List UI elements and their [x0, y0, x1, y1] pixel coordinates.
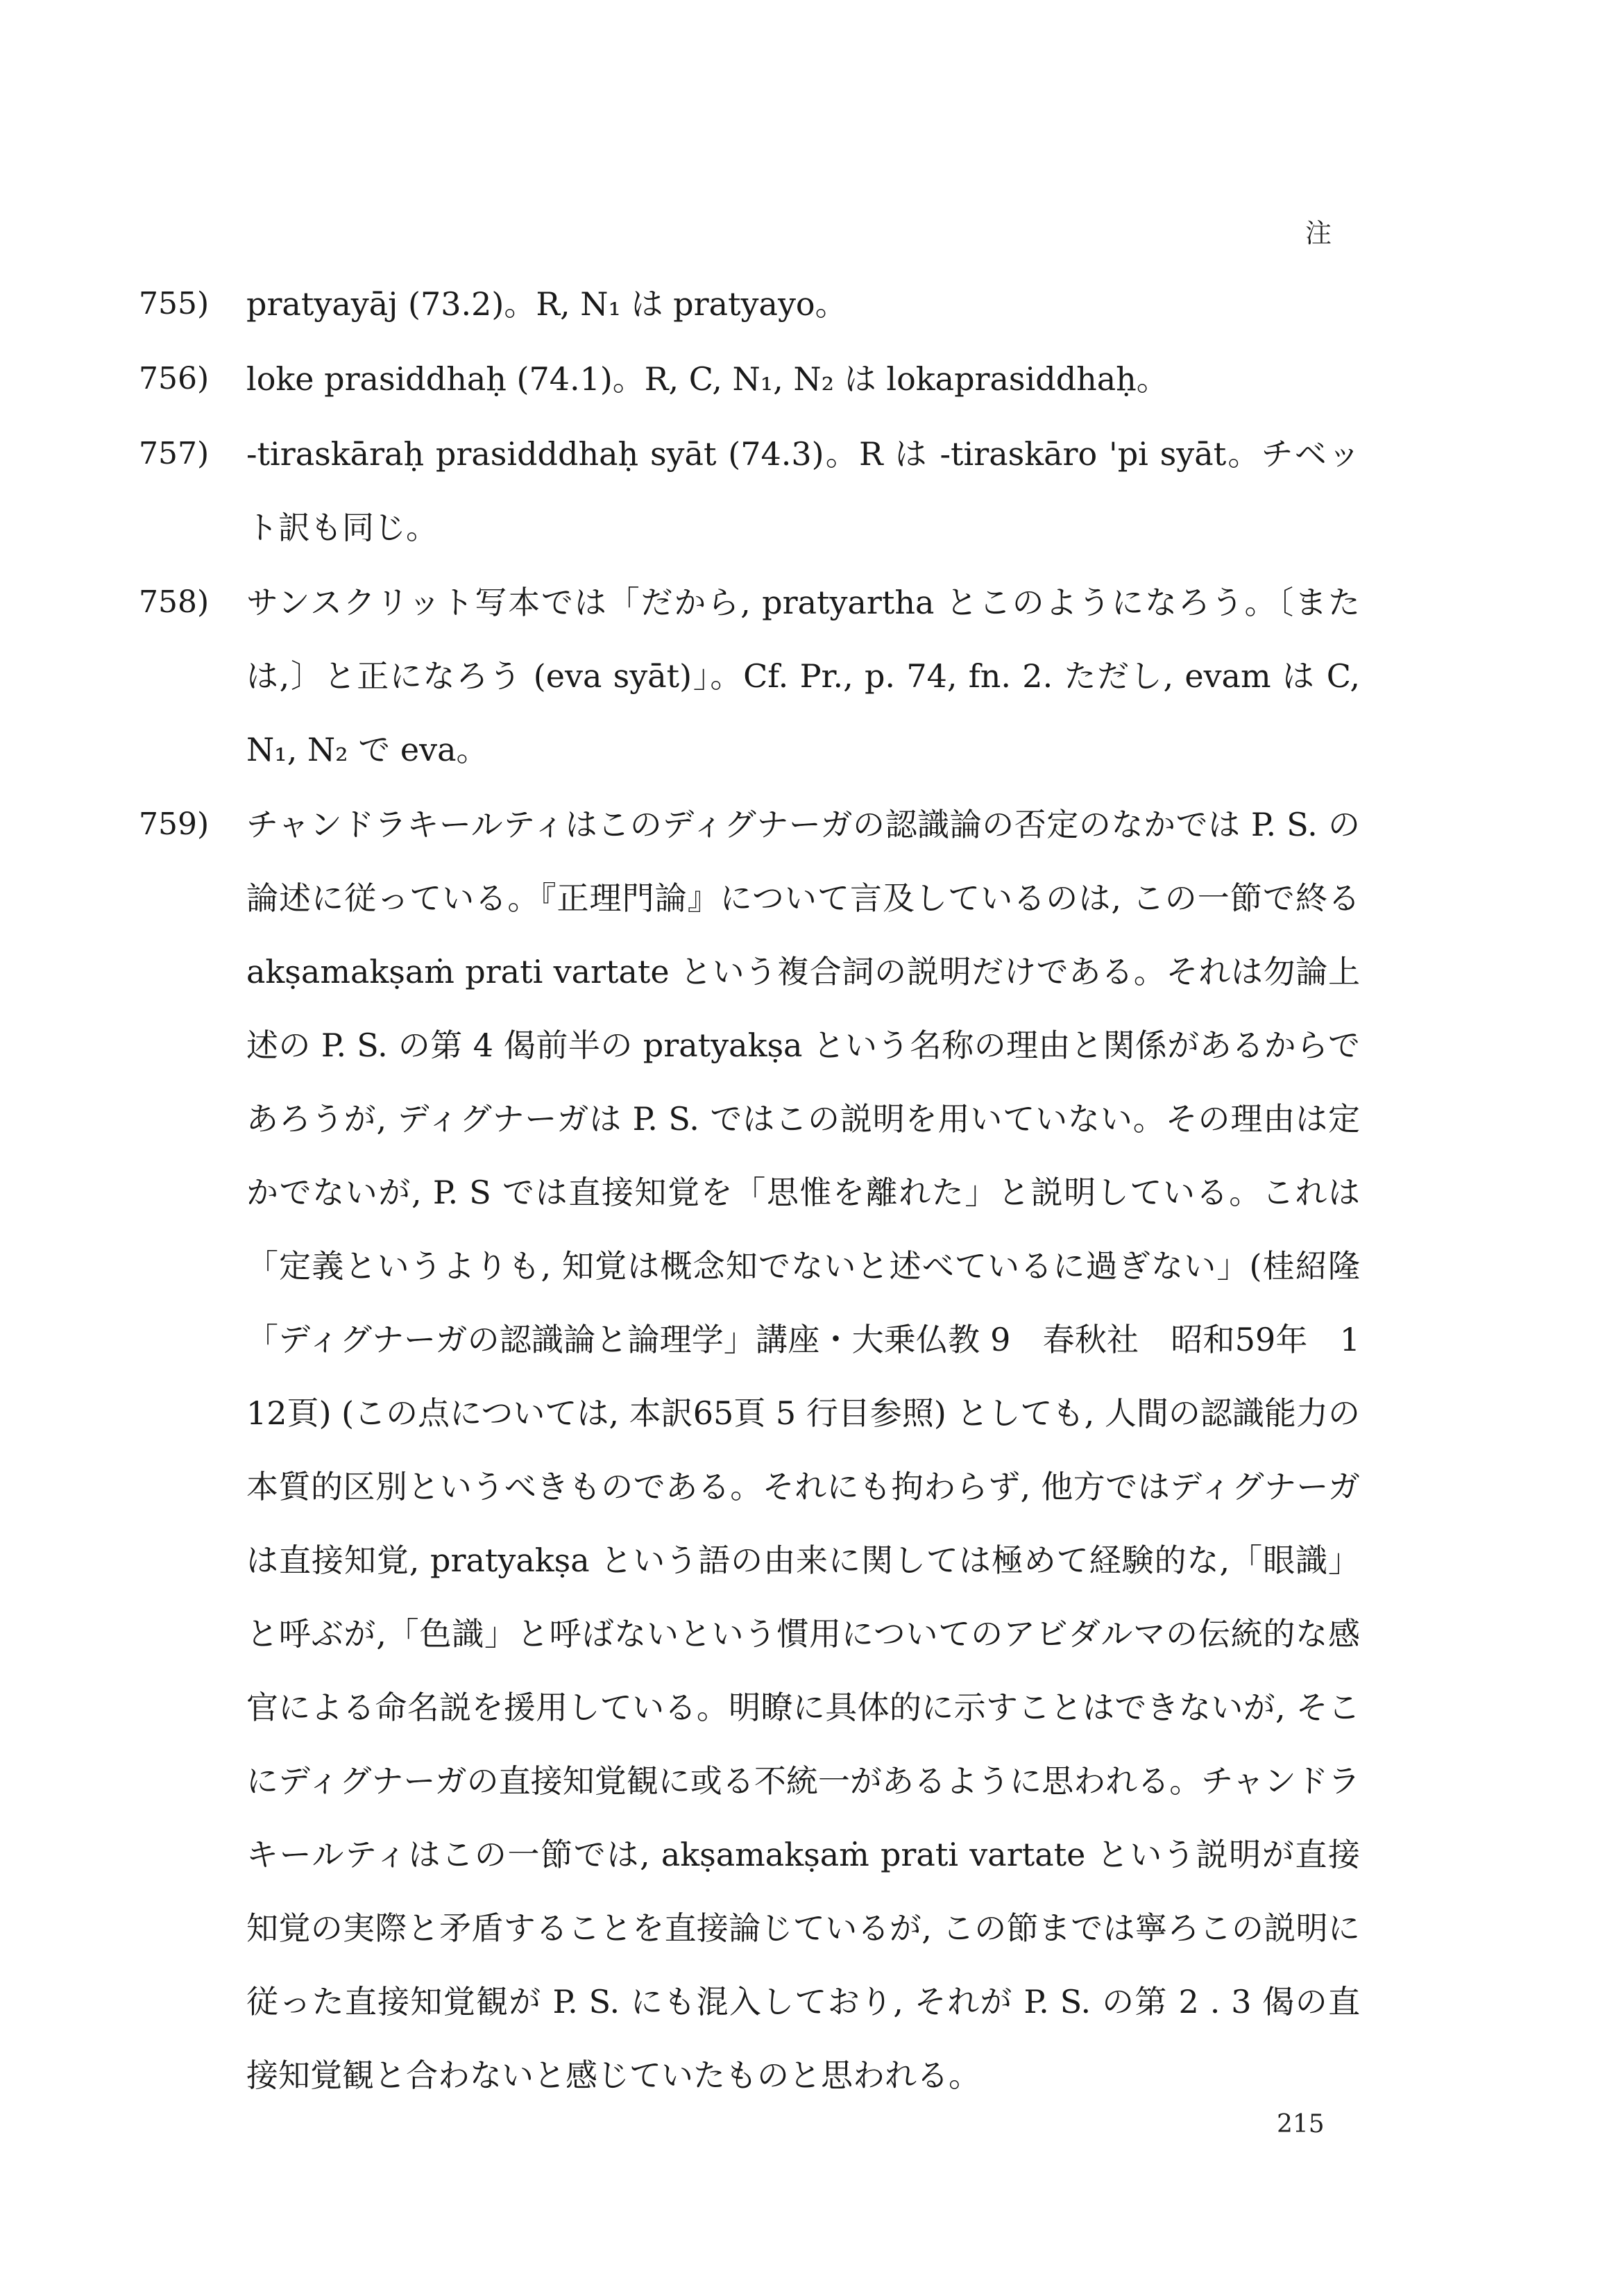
notes-list — [139, 267, 1360, 2113]
note-number: 759) — [139, 807, 210, 842]
note-757 — [139, 417, 1360, 564]
note-text: pratyayāj (73.2)。R, N₁ は pratyayo。 — [246, 285, 847, 323]
page-number: 215 — [1277, 2110, 1325, 2138]
note-text: loke prasiddhaḥ (74.1)。R, C, N₁, N₂ は lokaprasiddhaḥ。 — [246, 360, 1169, 398]
note-758 — [139, 566, 1360, 786]
note-755 — [139, 267, 1360, 341]
note-number: 757) — [139, 436, 210, 471]
note-number: 758) — [139, 584, 210, 620]
note-number: 756) — [139, 361, 210, 396]
note-text: -tiraskāraḥ prasidddhaḥ syāt (74.3)。R は -tiraskāro 'pi syāt。チベット訳も同じ。 — [246, 435, 1360, 546]
note-759 — [139, 788, 1360, 2112]
section-header-mark: 注 — [1305, 218, 1332, 248]
note-text: チャンドラキールティはこのディグナーガの認識論の否定のなかでは P. S. の論述に従っている。『正理門論』について言及しているのは, この一節で終る akṣamakṣaṁ prati vartate という複合詞の説明だけである。それは勿論上述の P. S. の第 4 偈前半の pratyakṣa という名称の理由と関係があるからであろうが, ディグナーガは P. S. ではこの説明を用いていない。その理由は定かでないが, P. S では直接知覚を「思惟を離れた」と説明している。これは「定義というよりも, 知覚は概念知でないと述べているに過ぎない」(桂紹隆「ディグナーガの認識論と論理学」講座・大乗仏教 9 春秋社 昭和59年 112頁) (この点については, 本訳65頁 5 行目参照) としても, 人間の認識能力の本質的区別というべきものである。それにも拘わらず, 他方ではディグナーガは直接知覚, pratyakṣa という語の由来に関しては極めて経験的な,「眼識」と呼ぶが,「色識」と呼ばないという慣用についてのアビダルマの伝統的な感官による命名説を援用している。明瞭に具体的に示すことはできないが, そこにディグナーガの直接知覚観に或る不統一があるように思われる。チャンドラキールティはこの一節では, akṣamakṣaṁ prati vartate という説明が直接知覚の実際と矛盾することを直接論じているが, この節までは寧ろこの説明に従った直接知覚観が P. S. にも混入しており, それが P. S. の第 2 . 3 偈の直接知覚観と合わないと感じていたものと思われる。 — [246, 806, 1360, 2094]
note-text: サンスクリット写本では「だから, pratyartha とこのようになろう。〔または,〕と正になろう (eva syāt)」。Cf. Pr., p. 74, fn. 2. ただし, evam は C, N₁, N₂ で eva。 — [246, 584, 1360, 768]
note-number: 755) — [139, 286, 210, 321]
note-756 — [139, 342, 1360, 416]
